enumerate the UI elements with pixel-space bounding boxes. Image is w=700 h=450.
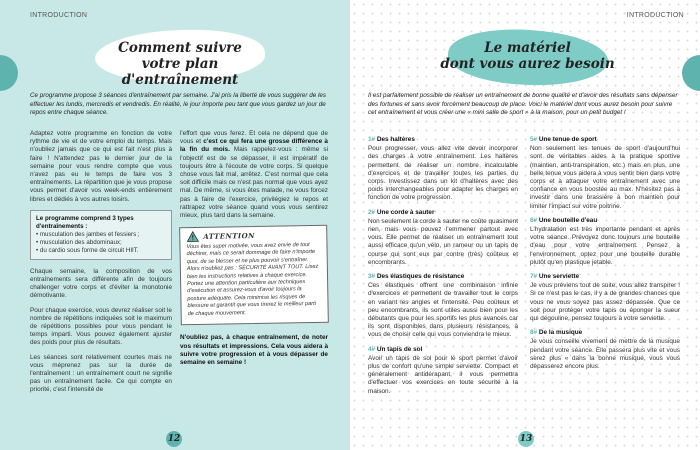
right-column-1 [368, 136, 518, 402]
equipment-item [530, 217, 680, 267]
equipment-title [530, 273, 680, 281]
equipment-description: Ces élastiques offrent une combinaison infinie d'exercices et permettent de travailler tout le corps en variant les angles et l'intensité. Peu coûteux et peu encombrants, ils sont utiles aussi bien pour les débutants que pour les sportifs les plus avancés car ils sont disponibles dans plusieurs résistances, à vous de choisir celle qui vous conviendra le mieux. [368, 282, 518, 339]
item-number: 8# [530, 329, 538, 337]
equipment-item [530, 273, 680, 323]
item-title-text: Une corde à sauter [376, 208, 435, 216]
equipment-item [530, 329, 680, 371]
attention-label: ATTENTION [203, 231, 255, 241]
program-box [30, 210, 172, 260]
program-box-item: • musculation des abdominaux; [36, 238, 122, 246]
equipment-description: Pour progresser, vous allez vite devoir incorporer des charges à votre entraînement. Les haltères permettent de réaliser un nombre incalculable d'exercices et de travailler toutes les parties du corps. Investissez dans un kit d'haltères avec des poids interchangeables pour adapter les charges en fonction de votre progression. [368, 145, 518, 202]
equipment-title [368, 209, 518, 217]
left-page-number: 12 [166, 431, 182, 447]
equipment-item [368, 209, 518, 267]
attention-header [186, 230, 255, 242]
left-column-1 [30, 130, 172, 401]
equipment-title [530, 217, 680, 225]
equipment-description: Avoir un tapis de sol pour le sport permet d'avoir plus de confort qu'une simple serviette. Compact et généralement antidérapant, il vous permettra d'effectuer vos exercices en toute sécurité à la maison. [368, 354, 518, 395]
attention-text: Vous êtes super motivée, vous avez envie de tout déchirer, mais ce serait dommage de faire n'importe quoi, de se blesser et ne plus pouvoir s'entraîner. Alors n'oubliez pas : SÉCURITÉ AVANT TOUT. Lisez bien les instructions relatives à chaque exercice. Portez une attention particulière aux techniques d'exécution et assurez-vous d'avoir toujours la posture adéquate. Cela minimise les risques de blessure et garantit que vous tirerez le meilleur parti de chaque mouvement. [186, 242, 319, 318]
equipment-item [368, 136, 518, 203]
program-box-title: Le programme comprend 3 types d'entraînements : [36, 214, 134, 230]
left-title-line1: Comment suivre [118, 40, 242, 56]
equipment-item [368, 273, 518, 340]
item-title-text: Une tenue de sport [538, 136, 597, 143]
item-title-text: Des élastiques de résistance [376, 273, 465, 281]
equipment-title [530, 329, 680, 337]
item-title-text: Une serviette [538, 273, 580, 281]
equipment-title [368, 346, 518, 354]
equipment-description: Non seulement les tenues de sport d'aujourd'hui sont de véritables aides à la pratique sportive (maintien, anti-transpiration, etc.) mais en plus, une belle tenue vous aidera à vous sentir bien dans votre corps et à attaquer votre entraînement avec une confiance en vous boostée au max. N'hésitez pas à investir dans une brassière à bon maintien pour limiter l'impact sur votre poitrine. [530, 145, 680, 210]
equipment-title [368, 136, 518, 144]
right-header: INTRODUCTION [626, 12, 684, 19]
right-page-tab-marker [682, 55, 700, 91]
paragraph: Adaptez votre programme en fonction de votre rythme de vie et de votre emploi du temps. Mais n'oubliez jamais que ce qui est fait n'est plus à faire ! N'attendez pas le dernier jour de la semaine pour vous rendre compte que vous n'avez pas eu le temps de faire vos 3 entraînements. La répartition que je vous propose vous permet d'avoir vos week-ends entièrement libres et dédiés à vos autres loisirs. [30, 130, 172, 203]
right-column-2 [530, 136, 680, 377]
text-run: l'effort que vous ferez. Et cela ne dépend que de vous et [180, 130, 328, 146]
item-title-text: Une bouteille d'eau [538, 216, 598, 224]
left-page-tab-marker [0, 55, 18, 91]
equipment-title [368, 273, 518, 281]
left-column-2 [180, 130, 328, 373]
text-run: Mais rappelez-vous : même si l'objectif est de se dépasser, il est impératif de toujours être à l'écoute de votre corps. Si quelque chose vous fait mal, arrêtez. C'est normal que cela soit difficile mais ce n'est pas normal que vous ayez mal. De même, si vous êtes malade, ne vous forcez pas à faire de l'exercice, privilégiez le repos et rattrapez votre séance quand vous vous sentirez mieux, plus tard dans la semaine. [180, 146, 328, 220]
program-box-item: • du cardio sous forme de circuit HIIT. [36, 246, 139, 254]
right-page-number: 13 [518, 431, 534, 447]
item-number: 2# [368, 208, 376, 216]
equipment-description: L'hydratation est très importante pendant et après votre séance. Prévoyez donc toujours une bouteille d'eau pour votre entraînement. Pensez à l'environnement, optez pour une bouteille durable plutôt qu'en plastique jetable. [530, 226, 680, 266]
equipment-item [530, 136, 680, 211]
item-number: 4# [368, 345, 376, 353]
equipment-description: Je vous conseille vivement de mettre de la musique pendant votre séance. Elle passera plus vite et vous serez plus « dans la bonne musique, vous vous dépasserez encore plus. [530, 338, 680, 371]
right-intro: Il est parfaitement possible de réaliser un entraînement de bonne qualité et d'avoir des résultats sans dépenser des fortunes et sans avoir forcément beaucoup de place. Voici le matériel dont vous aurez besoin pour suivre cet entraînement et vous créer une « mini salle de sport » à la maison, pour un petit budget ! [368, 92, 678, 117]
item-title-text: De la musique [538, 329, 583, 337]
item-title-text: Des haltères [376, 136, 415, 143]
equipment-description: Non seulement la corde à sauter ne coûte quasiment rien, mais vous pouvez l'emmener partout avec vous. Elle permet de réaliser un entraînement tout aussi efficace qu'un vélo, un rameur ou un tapis de course qui sont eux par contre (très) coûteux et encombrants. [368, 217, 518, 266]
paragraph: Pour chaque exercice, vous devrez réaliser soit le nombre de répétitions indiquées soit le maximum de répétitions possibles pour vous pendant le temps imparti. Vous pouvez également ajuster des poids pour plus de résultats. [30, 306, 172, 347]
paragraph: Les séances sont relativement courtes mais ne vous méprenez pas sur la durée de l'entraînement : un entraînement court ne signifie pas un entraînement facile. Ce qui compte en priorité, c'est l'intensité de [30, 353, 172, 394]
left-title-line2: votre plan d'entraînement [121, 56, 239, 88]
right-title-line1: Le matériel [484, 40, 571, 56]
item-number: 6# [530, 216, 538, 224]
right-title-line2: dont vous aurez besoin [440, 56, 615, 72]
left-page-title [90, 40, 270, 88]
item-number: 3# [368, 273, 376, 281]
equipment-item [368, 346, 518, 396]
item-number: 5# [530, 136, 538, 143]
closing-paragraph: N'oubliez pas, à chaque entraînement, de noter vos résultats et impressions. Cela vous aidera à suivre votre progression et à vous dépasser de semaine en semaine ! [180, 334, 328, 366]
program-box-item: • musculation des jambes et fessiers ; [36, 230, 140, 238]
item-title-text: Un tapis de sol [376, 345, 423, 353]
emphasis-text: c'est ce qui fera une grosse différence à la fin du mois. [180, 138, 328, 154]
item-number: 7# [530, 273, 538, 281]
item-number: 1# [368, 136, 376, 143]
equipment-description: Je vous préviens tout de suite, vous allez transpirer ! Si ce n'est pas le cas, il y a de grandes chances que vous ne vous soyez pas assez dépassée. Que ce soit pour protéger votre tapis ou éponger la sueur qui dégouline, pensez toujours à votre serviette. [530, 282, 680, 323]
right-page [350, 0, 700, 450]
equipment-title [530, 136, 680, 144]
left-intro: Ce programme propose 3 séances d'entraînement par semaine. J'ai pris la liberté de vous suggérer de les effectuer les lundis, mercredis et vendredis. En réalité, le jour importe peu tant que vous gardez un jour de repos entre chaque séance. [30, 92, 327, 117]
left-header: INTRODUCTION [30, 12, 88, 19]
right-page-title [435, 40, 620, 72]
attention-box [179, 225, 329, 326]
paragraph: Chaque semaine, la composition de vos entraînements sera différente afin de toujours challenger votre corps et d'éviter la monotonie démotivante. [30, 267, 172, 300]
paragraph [180, 130, 328, 220]
warning-icon [186, 231, 199, 242]
